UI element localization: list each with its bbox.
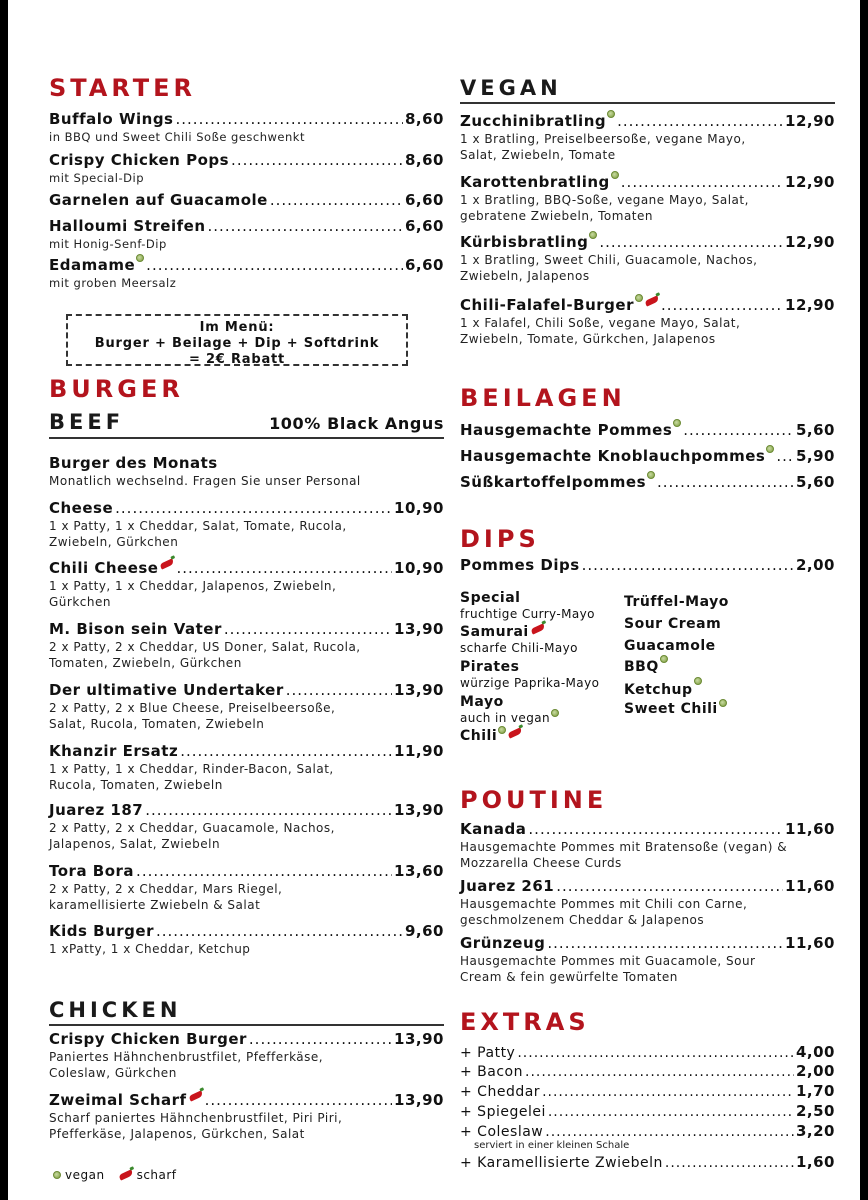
item-desc: 2 x Patty, 2 x Cheddar, Mars Riegel, karamellisierte Zwiebeln & Salat <box>49 882 283 912</box>
menu-deal-box <box>66 314 408 366</box>
chicken-item <box>49 1030 444 1081</box>
vegan-icon <box>551 709 559 717</box>
item-price: 1,60 <box>795 1153 835 1171</box>
beef-header <box>49 410 444 439</box>
item-price: 12,90 <box>785 173 835 191</box>
burger-item <box>49 454 444 489</box>
vegan-item <box>460 233 835 284</box>
legend-scharf-label: scharf <box>136 1168 177 1182</box>
item-price: 9,60 <box>404 922 444 940</box>
dip-name: Sour Cream <box>624 616 722 632</box>
item-name: Crispy Chicken Pops <box>49 151 230 169</box>
item-name: Süßkartoffelpommes <box>460 473 647 491</box>
item-desc: 1 x Patty, 1 x Cheddar, Rinder-Bacon, Salat, Rucola, Tomaten, Zwiebeln <box>49 762 334 792</box>
dip-name: Pirates <box>460 659 520 675</box>
dips-heading: DIPS <box>460 525 540 553</box>
item-name: + Spiegelei <box>460 1104 546 1120</box>
dip-entry <box>460 624 625 656</box>
item-desc: mit groben Meersalz <box>49 276 177 290</box>
item-name: + Coleslaw <box>460 1124 544 1140</box>
starter-item <box>49 151 444 186</box>
burger-item <box>49 681 444 732</box>
chili-icon <box>188 1090 203 1101</box>
item-price: 8,60 <box>404 110 444 128</box>
item-name: Burger des Monats <box>49 454 218 472</box>
item-price: 12,90 <box>785 112 835 130</box>
item-desc: Monatlich wechselnd. Fragen Sie unser Personal <box>49 474 361 488</box>
dip-entry <box>460 728 625 745</box>
chicken-item <box>49 1091 444 1142</box>
dip-name: Samurai <box>460 624 529 640</box>
dip-name: Mayo <box>460 694 504 710</box>
item-price: 8,60 <box>404 151 444 169</box>
item-price: 11,60 <box>785 934 835 952</box>
item-price: 13,90 <box>394 1030 444 1048</box>
burger-item <box>49 742 444 793</box>
vegan-icon <box>719 699 727 707</box>
beilagen-item <box>460 421 835 439</box>
item-desc: 1 x Bratling, Preiselbeersoße, vegane Mayo, Salat, Zwiebeln, Tomate <box>460 132 746 162</box>
item-name: Juarez 261 <box>460 877 555 895</box>
item-price: 2,00 <box>795 556 835 574</box>
item-name: Cheese <box>49 499 114 517</box>
dips-list-left <box>460 590 625 745</box>
menu-deal-line: Im Menü: <box>199 320 275 335</box>
vegan-icon <box>53 1171 61 1179</box>
vegan-item <box>460 112 835 163</box>
vegan-item <box>460 173 835 224</box>
dip-entry <box>460 694 625 726</box>
dip-name: Guacamole <box>624 638 716 654</box>
chili-icon <box>644 295 659 306</box>
poutine-item <box>460 877 835 928</box>
item-price: 12,90 <box>785 296 835 314</box>
item-desc: 1 x Patty, 1 x Cheddar, Salat, Tomate, Rucola, Zwiebeln, Gürkchen <box>49 519 347 549</box>
vegan-icon <box>136 254 144 262</box>
item-name: Zucchinibratling <box>460 112 607 130</box>
item-price: 1,70 <box>795 1082 835 1100</box>
extra-item <box>460 1062 835 1082</box>
item-price: 12,90 <box>785 233 835 251</box>
menu-deal-line: Burger + Beilage + Dip + Softdrink <box>94 336 380 351</box>
starter-item <box>49 191 444 209</box>
item-name: Juarez 187 <box>49 801 144 819</box>
item-name: Kids Burger <box>49 922 154 940</box>
extra-item <box>460 1082 835 1102</box>
vegan-icon <box>647 471 655 479</box>
extra-item <box>460 1102 835 1122</box>
extra-item <box>460 1043 835 1062</box>
item-name: Chili Cheese <box>49 559 159 577</box>
item-price: 6,60 <box>404 217 444 235</box>
item-name: Hausgemachte Pommes <box>460 421 673 439</box>
item-desc: Scharf paniertes Hähnchenbrustfilet, Piri Piri, Pfefferkäse, Jalapenos, Gürkchen, Salat <box>49 1111 343 1141</box>
item-desc: in BBQ und Sweet Chili Soße geschwenkt <box>49 130 305 144</box>
vegan-heading: VEGAN <box>460 76 562 100</box>
item-desc: 1 x Falafel, Chili Soße, vegane Mayo, Salat, Zwiebeln, Tomate, Gürkchen, Jalapenos <box>460 316 741 346</box>
item-price: 13,90 <box>394 1091 444 1109</box>
beilagen-item <box>460 447 835 465</box>
item-name: Halloumi Streifen <box>49 217 206 235</box>
burger-item <box>49 499 444 550</box>
item-price: 5,60 <box>795 421 835 439</box>
item-name: Chili-Falafel-Burger <box>460 296 634 314</box>
starter-heading: STARTER <box>49 74 197 102</box>
chicken-heading: CHICKEN <box>49 998 182 1022</box>
item-price: 6,60 <box>404 191 444 209</box>
item-price: 5,90 <box>795 447 835 465</box>
dip-desc: würzige Paprika-Mayo <box>460 676 600 690</box>
dip-desc: auch in vegan <box>460 711 550 725</box>
item-desc: Paniertes Hähnchenbrustfilet, Pfefferkäse, Coleslaw, Gürkchen <box>49 1050 324 1080</box>
extras-heading: EXTRAS <box>460 1008 590 1036</box>
item-price: 11,90 <box>394 742 444 760</box>
item-name: Der ultimative Undertaker <box>49 681 284 699</box>
item-desc: 1 x Bratling, Sweet Chili, Guacamole, Nachos, Zwiebeln, Jalapenos <box>460 253 758 283</box>
item-desc: 2 x Patty, 2 x Cheddar, US Doner, Salat, Rucola, Tomaten, Zwiebeln, Gürkchen <box>49 640 361 670</box>
item-desc: 1 x Patty, 1 x Cheddar, Jalapenos, Zwiebeln, Gürkchen <box>49 579 337 609</box>
vegan-item <box>460 296 835 347</box>
poutine-item <box>460 934 835 985</box>
item-price: 13,90 <box>394 620 444 638</box>
item-desc: Hausgemachte Pommes mit Guacamole, Sour Cream & fein gewürfelte Tomaten <box>460 954 756 984</box>
dip-name: Special <box>460 590 521 606</box>
item-name: + Bacon <box>460 1064 523 1080</box>
item-desc: serviert in einer kleinen Schale <box>474 1140 630 1151</box>
item-desc: mit Special-Dip <box>49 171 144 185</box>
item-price: 13,90 <box>394 801 444 819</box>
starter-item <box>49 217 444 252</box>
item-name: Khanzir Ersatz <box>49 742 179 760</box>
chicken-header <box>49 998 444 1026</box>
chili-icon <box>530 623 545 634</box>
item-name: + Karamellisierte Zwiebeln <box>460 1155 663 1171</box>
item-name: Buffalo Wings <box>49 110 174 128</box>
item-price: 3,20 <box>795 1122 835 1140</box>
beef-subtitle: 100% Black Angus <box>269 414 444 433</box>
item-name: Zweimal Scharf <box>49 1091 187 1109</box>
dips-item <box>460 556 835 574</box>
vegan-icon <box>607 110 615 118</box>
dip-name: Chili <box>460 728 498 744</box>
starter-item <box>49 256 444 291</box>
item-name: Pommes Dips <box>460 556 580 574</box>
burger-item <box>49 862 444 913</box>
legend <box>52 1168 177 1182</box>
beilagen-item <box>460 473 835 491</box>
dip-name: BBQ <box>624 659 659 675</box>
item-price: 2,00 <box>795 1062 835 1080</box>
vegan-icon <box>635 294 643 302</box>
burger-item <box>49 620 444 671</box>
chili-icon <box>508 727 523 738</box>
item-name: Garnelen auf Guacamole <box>49 191 268 209</box>
burger-heading: BURGER <box>49 375 184 403</box>
vegan-icon <box>498 726 506 734</box>
item-price: 6,60 <box>404 256 444 274</box>
vegan-header <box>460 76 835 104</box>
dips-list-right <box>624 591 804 717</box>
vegan-icon <box>694 677 702 685</box>
poutine-heading: POUTINE <box>460 786 608 814</box>
dip-name: Sweet Chili <box>624 701 718 717</box>
dip-name: Ketchup <box>624 682 693 698</box>
dip-desc: fruchtige Curry-Mayo <box>460 607 595 621</box>
chili-icon <box>160 558 175 569</box>
item-name: Kanada <box>460 820 527 838</box>
item-name: Hausgemachte Knoblauchpommes <box>460 447 766 465</box>
vegan-icon <box>673 419 681 427</box>
item-name: + Cheddar <box>460 1084 541 1100</box>
burger-item <box>49 801 444 852</box>
vegan-icon <box>611 171 619 179</box>
beef-heading: BEEF <box>49 410 125 434</box>
item-desc: 1 xPatty, 1 x Cheddar, Ketchup <box>49 942 251 956</box>
item-desc: 2 x Patty, 2 x Blue Cheese, Preiselbeersoße, Salat, Rucola, Tomaten, Zwiebeln <box>49 701 336 731</box>
item-price: 2,50 <box>795 1102 835 1120</box>
dip-entry <box>460 590 625 622</box>
burger-item <box>49 559 444 610</box>
item-name: + Patty <box>460 1045 516 1061</box>
burger-item <box>49 922 444 957</box>
item-price: 5,60 <box>795 473 835 491</box>
item-price: 11,60 <box>785 877 835 895</box>
item-price: 10,90 <box>394 559 444 577</box>
item-name: M. Bison sein Vater <box>49 620 222 638</box>
chili-icon <box>118 1169 133 1180</box>
dip-desc: scharfe Chili-Mayo <box>460 641 578 655</box>
item-desc: 1 x Bratling, BBQ-Soße, vegane Mayo, Salat, gebratene Zwiebeln, Tomaten <box>460 193 749 223</box>
item-name: Kürbisbratling <box>460 233 589 251</box>
beilagen-heading: BEILAGEN <box>460 384 626 412</box>
item-price: 13,60 <box>394 862 444 880</box>
item-desc: 2 x Patty, 2 x Cheddar, Guacamole, Nachos, Jalapenos, Salat, Zwiebeln <box>49 821 335 851</box>
item-name: Edamame <box>49 256 136 274</box>
item-name: Tora Bora <box>49 862 135 880</box>
item-price: 11,60 <box>785 820 835 838</box>
dip-name: Trüffel-Mayo <box>624 594 729 610</box>
menu-page <box>8 0 860 1200</box>
dip-entry <box>460 659 625 691</box>
poutine-item <box>460 820 835 871</box>
item-name: Karottenbratling <box>460 173 610 191</box>
menu-deal-line: = 2€ Rabatt <box>188 352 286 367</box>
extra-item <box>460 1153 835 1173</box>
vegan-icon <box>589 231 597 239</box>
starter-item <box>49 110 444 145</box>
item-desc: mit Honig-Senf-Dip <box>49 237 167 251</box>
extras-list <box>460 1043 835 1173</box>
vegan-icon <box>766 445 774 453</box>
item-desc: Hausgemachte Pommes mit Chili con Carne, geschmolzenem Cheddar & Jalapenos <box>460 897 748 927</box>
item-price: 13,90 <box>394 681 444 699</box>
item-price: 4,00 <box>795 1043 835 1061</box>
legend-vegan-label: vegan <box>65 1168 105 1182</box>
item-name: Grünzeug <box>460 934 546 952</box>
vegan-icon <box>660 655 668 663</box>
item-desc: Hausgemachte Pommes mit Bratensoße (vegan) & Mozzarella Cheese Curds <box>460 840 788 870</box>
item-price: 10,90 <box>394 499 444 517</box>
item-name: Crispy Chicken Burger <box>49 1030 247 1048</box>
extra-item <box>460 1122 835 1140</box>
